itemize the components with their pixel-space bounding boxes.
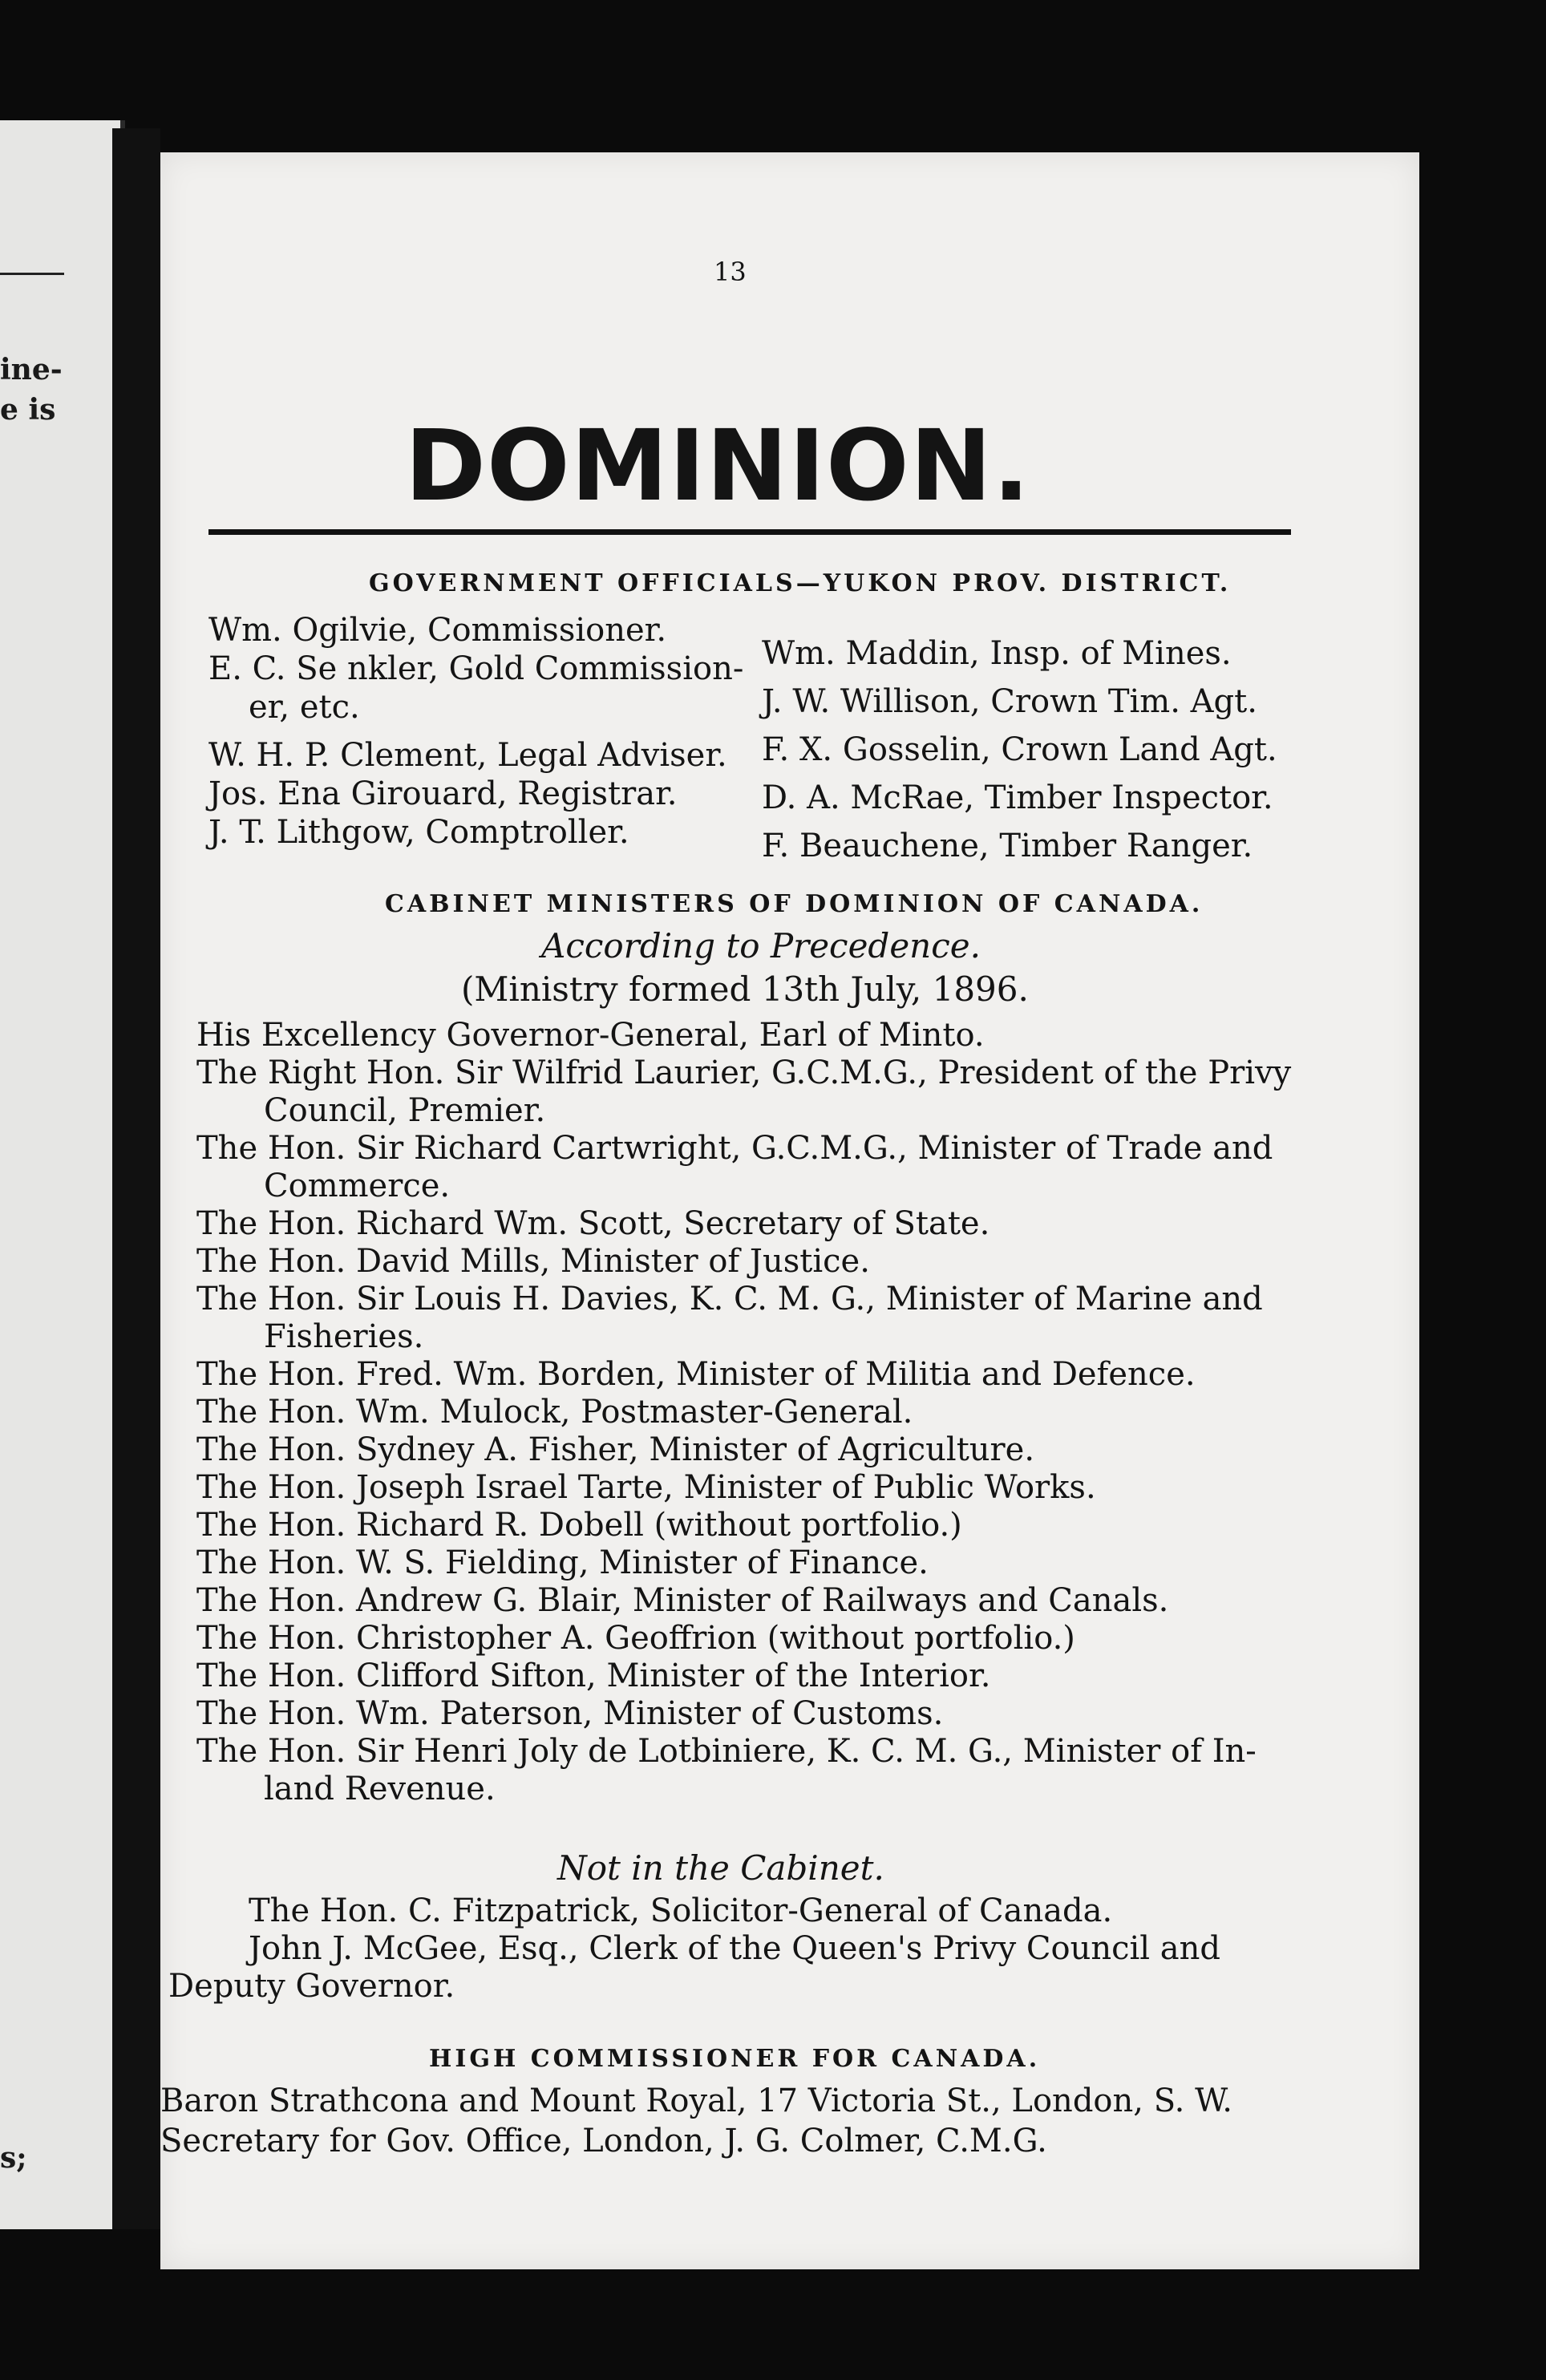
government-officials-heading: GOVERNMENT OFFICIALS—YUKON PROV. DISTRICT. [369,569,1232,597]
official-entry: Wm. Ogilvie, Commissioner. [208,612,667,649]
cabinet-ministers-heading: CABINET MINISTERS OF DOMINION OF CANADA. [385,890,1204,918]
cabinet-subheading: According to Precedence. [541,926,981,965]
official-entry: D. A. McRae, Timber Inspector. [762,779,1273,816]
page-title: DOMINION. [404,409,1031,523]
official-entry-continued: er, etc. [249,689,360,726]
minister-entry: The Hon. Richard Wm. Scott, Secretary of State. [196,1205,990,1242]
official-entry: Secretary for Gov. Office, London, J. G. Colmer, C.M.G. [160,2123,1047,2159]
minister-entry: The Hon. W. S. Fielding, Minister of Finance. [196,1544,929,1581]
title-rule [208,529,1291,535]
official-entry: J. W. Willison, Crown Tim. Agt. [762,683,1257,720]
minister-entry: The Hon. Joseph Israel Tarte, Minister of Public Works. [196,1469,1096,1506]
minister-entry: The Hon. Sydney A. Fisher, Minister of Agriculture. [196,1431,1035,1468]
official-entry: F. Beauchene, Timber Ranger. [762,828,1253,864]
official-entry: F. X. Gosselin, Crown Land Agt. [762,731,1277,768]
minister-entry: The Hon. Wm. Paterson, Minister of Customs. [196,1695,944,1732]
official-entry: Baron Strathcona and Mount Royal, 17 Victoria St., London, S. W. [160,2082,1232,2119]
officials-right-column [762,629,1277,870]
ministry-formed-date: (Ministry formed 13th July, 1896. [461,969,1029,1009]
officials-left-column [208,611,743,852]
minister-entry-continued: Fisheries. [264,1318,424,1355]
official-entry: Jos. Ena Girouard, Registrar. [208,775,678,812]
left-page-text-2: e is [0,393,56,427]
minister-entry-continued: Council, Premier. [264,1092,546,1129]
official-entry: John J. McGee, Esq., Clerk of the Queen's Privy Council and [249,1930,1221,1967]
ministers-list [196,1017,1291,1808]
high-commissioner-heading: HIGH COMMISSIONER FOR CANADA. [429,2045,1041,2073]
minister-entry: The Hon. Richard R. Dobell (without portfolio.) [196,1507,962,1544]
minister-entry: The Hon. Clifford Sifton, Minister of the Interior. [196,1658,991,1694]
official-entry: Wm. Maddin, Insp. of Mines. [762,635,1232,672]
minister-entry: The Hon. Wm. Mulock, Postmaster-General. [196,1394,913,1431]
minister-entry-continued: land Revenue. [264,1771,496,1807]
official-entry: J. T. Lithgow, Comptroller. [208,814,629,851]
minister-entry: The Hon. Sir Richard Cartwright, G.C.M.G., Minister of Trade and [196,1130,1273,1167]
minister-entry: The Hon. David Mills, Minister of Justice. [196,1243,870,1280]
minister-entry: The Hon. Sir Louis H. Davies, K. C. M. G., Minister of Marine and [196,1281,1263,1318]
minister-entry: The Hon. Fred. Wm. Borden, Minister of Militia and Defence. [196,1356,1196,1393]
document-page [160,152,1419,2269]
minister-entry: The Hon. Andrew G. Blair, Minister of Railways and Canals. [196,1582,1169,1619]
minister-entry: The Right Hon. Sir Wilfrid Laurier, G.C.M.G., President of the Privy [196,1054,1292,1091]
minister-entry: The Hon. Sir Henri Joly de Lotbiniere, K. C. M. G., Minister of In- [196,1733,1257,1770]
official-entry: E. C. Se nkler, Gold Commission- [208,650,744,687]
high-commissioner-list [160,2081,1232,2161]
not-in-cabinet-heading: Not in the Cabinet. [557,1848,884,1888]
official-entry-continued: Deputy Governor. [168,1968,455,2005]
official-entry: W. H. P. Clement, Legal Adviser. [208,737,727,774]
left-page-rule [0,273,64,275]
page-number: 13 [714,257,747,287]
minister-entry-continued: Commerce. [264,1168,451,1204]
not-in-cabinet-list [168,1892,1220,2006]
left-page-text-3: s; [0,2141,27,2175]
left-page-text-1: ine- [0,353,63,387]
minister-entry: His Excellency Governor-General, Earl of Minto. [196,1017,985,1054]
official-entry: The Hon. C. Fitzpatrick, Solicitor-General of Canada. [249,1892,1113,1929]
minister-entry: The Hon. Christopher A. Geoffrion (without portfolio.) [196,1620,1075,1657]
